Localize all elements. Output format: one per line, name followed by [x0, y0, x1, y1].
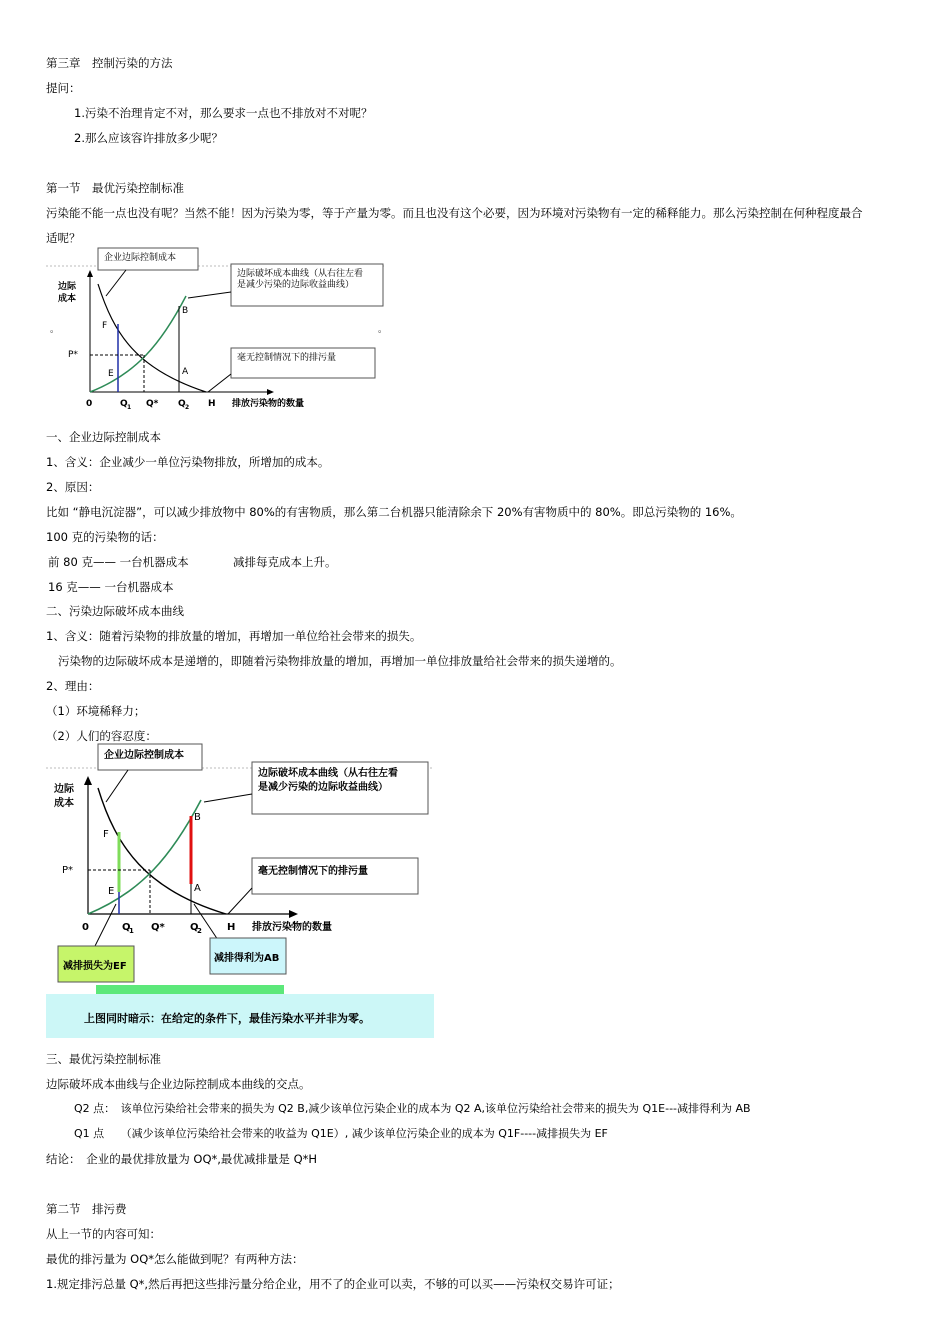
- figure-2: [46, 742, 436, 1040]
- pstar-label: P*: [68, 350, 78, 360]
- callout-enterprise-pointer: [106, 270, 126, 296]
- part2-r1: （1）环境稀释力；: [46, 704, 146, 718]
- tick-q1: Q: [120, 399, 128, 409]
- figure-1: [46, 244, 406, 416]
- callout-damage-text-2: 是减少污染的边际收益曲线）: [258, 782, 388, 793]
- part1-first80: 前 80 克—— 一台机器成本: [48, 555, 189, 569]
- enterprise-mc-curve: [98, 788, 226, 914]
- point-a: A: [182, 367, 189, 377]
- section2-title: 第二节 排污费: [46, 1202, 127, 1216]
- part2-reason: 2、理由：: [46, 679, 100, 693]
- point-f: F: [103, 829, 109, 840]
- tick-q2: Q: [190, 922, 199, 933]
- part1-100g: 100 克的污染物的话：: [46, 530, 164, 544]
- callout-enterprise-pointer: [106, 770, 128, 802]
- part1-reason: 2、原因：: [46, 480, 100, 494]
- part1-heading: 一、企业边际控制成本: [46, 430, 161, 444]
- loss-box-text: 减排损失为EF: [63, 961, 127, 972]
- tick-qstar: Q*: [151, 922, 165, 933]
- point-f: F: [102, 321, 108, 331]
- section1-intro-2: 适呢？: [46, 231, 81, 245]
- callout-damage-text-1: 边际破坏成本曲线（从右往左看: [258, 768, 398, 779]
- tick-q1: Q: [122, 922, 131, 933]
- x-label: 排放污染物的数量: [232, 399, 305, 409]
- section2-l3: 1.规定排污总量 Q*,然后再把这些排污量分给企业，用不了的企业可以卖，不够的可以买——污染权交易许可证；: [46, 1277, 620, 1291]
- pstar-label: P*: [62, 865, 74, 876]
- y-label-1: 边际: [54, 784, 74, 795]
- y-axis-arrow: [87, 270, 93, 277]
- callout-enterprise-text: 企业边际控制成本: [104, 750, 184, 761]
- part3-q1: Q1 点 （减少该单位污染给社会带来的收益为 Q1E）, 减少该单位污染企业的成本为 Q1F----减排损失为 EF: [74, 1127, 608, 1140]
- section1-intro-1: 污染能不能一点也没有呢？当然不能！因为污染为零，等于产量为零。而且也没有这个必要，因为环境对污染物有一定的稀释能力。那么污染控制在何种程度最合: [46, 206, 863, 220]
- tick-o: 0: [82, 922, 89, 933]
- callout-damage-text-2: 是减少污染的边际收益曲线）: [237, 280, 355, 290]
- y-label-1: 边际: [58, 282, 77, 292]
- part1-meaning: 1、含义：企业减少一单位污染物排放，所增加的成本。: [46, 455, 330, 469]
- callout-uncontrolled-text: 毫无控制情况下的排污量: [258, 866, 368, 877]
- callout-damage-text-1: 边际破坏成本曲线（从右往左看: [237, 269, 364, 279]
- tick-o: 0: [86, 399, 93, 409]
- figure-1-svg: [46, 244, 406, 416]
- point-a: A: [194, 883, 201, 894]
- y-label-2: 成本: [58, 294, 77, 304]
- tick-q2-sub: 2: [185, 404, 190, 411]
- part1-example: 比如 “静电沉淀器”，可以减少排放物中 80%的有害物质，那么第二台机器只能清除余下 20%有害物质中的 80%。即总污染物的 16%。: [46, 505, 742, 519]
- part1-rise: 减排每克成本上升。: [233, 555, 337, 569]
- enterprise-mc-curve: [98, 284, 206, 392]
- tick-q1-sub: 1: [127, 404, 132, 411]
- gain-box-text: 减排得利为AB: [214, 953, 280, 964]
- point-e: E: [108, 369, 114, 379]
- callout-uncontrolled-text: 毫无控制情况下的排污量: [237, 353, 337, 363]
- question-1: 1.污染不治理肯定不对，那么要求一点也不排放对不对呢？: [74, 106, 373, 120]
- callout-damage-pointer: [188, 292, 231, 298]
- tick-q1-sub: 1: [129, 927, 134, 935]
- point-b: B: [182, 306, 189, 316]
- callout-enterprise-text: 企业边际控制成本: [104, 253, 177, 263]
- question-label: 提问：: [46, 81, 81, 95]
- section2-l2: 最优的排污量为 OQ*怎么能做到呢？有两种方法：: [46, 1252, 304, 1266]
- part3-def: 边际破坏成本曲线与企业边际控制成本曲线的交点。: [46, 1077, 311, 1091]
- x-label: 排放污染物的数量: [252, 922, 332, 933]
- point-b: B: [194, 812, 201, 823]
- part1-16g: 16 克—— 一台机器成本: [48, 580, 174, 594]
- tick-q2-sub: 2: [197, 927, 202, 935]
- y-label-2: 成本: [54, 798, 74, 809]
- y-axis-arrow: [84, 776, 92, 785]
- part2-heading: 二、污染边际破坏成本曲线: [46, 604, 184, 618]
- part3-q2: Q2 点： 该单位污染给社会带来的损失为 Q2 B,减少该单位污染企业的成本为 Q2 A,该单位污染给社会带来的损失为 Q1E---减排得利为 AB: [74, 1102, 751, 1115]
- part2-r2: （2）人们的容忍度：: [46, 729, 157, 743]
- part3-conclusion: 结论： 企业的最优排放量为 OQ*,最优减排量是 Q*H: [46, 1152, 318, 1166]
- part2-explain: 污染物的边际破坏成本是递增的，即随着污染物排放量的增加，再增加一单位排放量给社会带来的损失递增的。: [58, 654, 622, 668]
- x-axis-arrow: [267, 389, 274, 395]
- green-bar: [96, 985, 284, 994]
- figure-2-svg: [46, 742, 436, 1040]
- point-e: E: [108, 886, 115, 897]
- callout-damage-pointer: [204, 794, 252, 802]
- section1-title: 第一节 最优污染控制标准: [46, 181, 184, 195]
- callout-uncontrolled-pointer: [208, 374, 231, 392]
- tick-qstar: Q*: [146, 399, 159, 409]
- question-2: 2.那么应该容许排放多少呢？: [74, 131, 223, 145]
- hint-text: 上图同时暗示：在给定的条件下，最佳污染水平并非为零。: [84, 1012, 370, 1025]
- callout-uncontrolled-pointer: [228, 888, 252, 914]
- dot-left: 。: [50, 325, 60, 335]
- x-axis-arrow: [289, 910, 298, 918]
- dot-right: 。: [378, 325, 388, 335]
- section2-l1: 从上一节的内容可知：: [46, 1227, 161, 1241]
- chapter-title: 第三章 控制污染的方法: [46, 56, 173, 70]
- tick-h: H: [227, 922, 236, 933]
- part2-meaning: 1、含义：随着污染物的排放量的增加，再增加一单位给社会带来的损失。: [46, 629, 422, 643]
- tick-h: H: [208, 399, 216, 409]
- part3-heading: 三、最优污染控制标准: [46, 1052, 161, 1066]
- tick-q2: Q: [178, 399, 186, 409]
